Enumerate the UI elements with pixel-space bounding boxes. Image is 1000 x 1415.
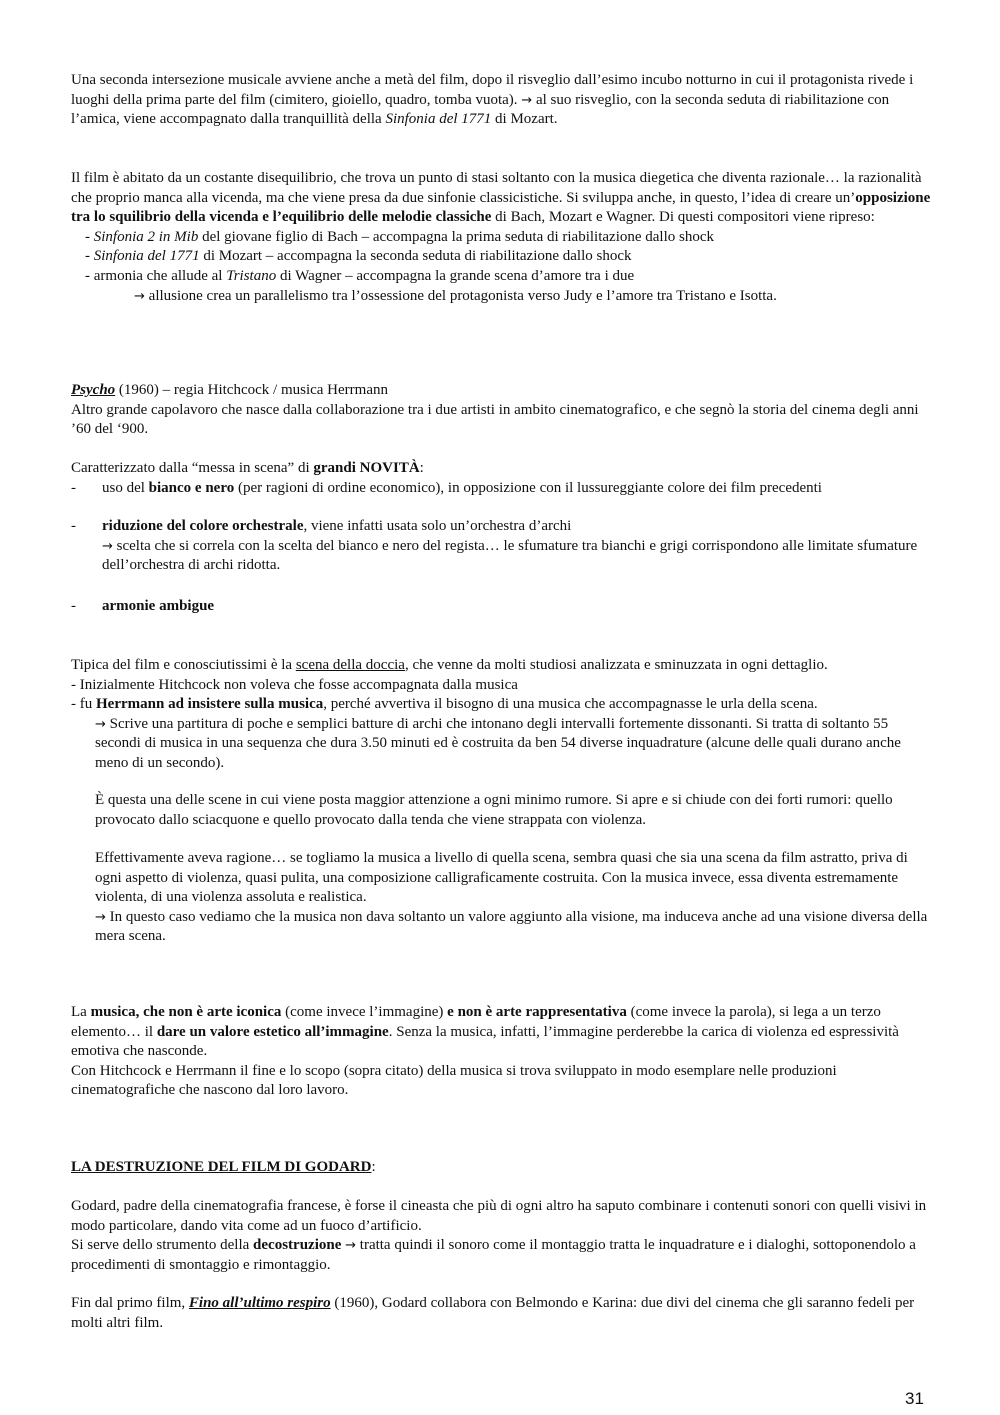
italic-title: Tristano <box>226 267 277 284</box>
bold-text: musica, che non è arte iconica <box>90 1004 282 1020</box>
bold-text: bianco e nero <box>148 480 235 496</box>
bold-text: opposizione tra lo squilibrio della vicenda e l’equilibrio delle melodie classiche <box>71 189 931 226</box>
list-item: - Sinfonia del 1771 di Mozart – accompagna la seconda seduta di riabilitazione dallo shock <box>85 248 632 265</box>
section-subtitle: (1960) – regia Hitchcock / musica Herrmann <box>115 382 388 398</box>
text: Il film è abitato da un costante disequilibrio, che trova un punto di stasi soltanto con la musica diegetica che diventa razionale… la razionalità che proprio manca alla vicenda, ma che viene presa da due sinfonie classicistiche. Si sviluppa anche, in questo, l’idea di creare un’ <box>71 170 922 206</box>
bullet-dash: - <box>71 598 76 614</box>
arrow-right-icon: → <box>134 288 145 304</box>
paragraph-without-music: Effettivamente aveva ragione… se togliamo la musica a livello di quella scena, sembra quasi che sia una scena da film astratto, priva di ogni aspetto di violenza, quasi pulita, una composizione calligraficamente costruita. Con la musica invece, essa diventa estremamente violenta, di una violenza assoluta e realistica. → In questo caso vediamo che la musica non dava soltanto un valore aggiunto alla visione, ma induceva anche ad una visione diversa della mera scena. <box>71 849 933 947</box>
paragraph-shower-scene: Tipica del film e conosciutissimi è la scena della doccia, che venne da molti studiosi analizzata e sminuzzata in ogni dettaglio. - Inizialmente Hitchcock non voleva che fosse accompagnata dalla musica - fu Herrmann ad insistere sulla musica, perché avvertiva il bisogno di una musica che accompagnasse le urla della scena. → Scrive una partitura di poche e semplici batture di archi che intonano degli intervalli fortemente dissonanti. Si tratta di soltanto 55 secondi di musica in una sequenza che dura 3.50 minuti ed è costruita da ben 54 diverse inquadrature (alcune delle quali durano anche meno di un secondo). <box>71 656 933 774</box>
paragraph: Godard, padre della cinematografia francese, è forse il cineasta che più di ogni altro ha saputo combinare i contenuti sonori con quelli visivi in modo particolare, dando vita come ad un fuoco d’artificio. <box>71 1198 927 1234</box>
arrow-right-icon: → <box>345 1238 357 1254</box>
arrow-note: → allusione crea un parallelismo tra l’ossessione del protagonista verso Judy e l’amore tra Tristano e Isotta. <box>134 287 777 304</box>
paragraph: Con Hitchcock e Herrmann il fine e lo scopo (sopra citato) della musica si trova sviluppato in modo esemplare nelle produzioni cinematografiche che nascono dal loro lavoro. <box>71 1062 837 1099</box>
bold-text: Herrmann ad insistere sulla musica <box>96 696 324 713</box>
section-title: Psycho <box>71 382 116 398</box>
italic-title: Sinfonia del 1771 <box>385 111 492 128</box>
film-title: Fino all’ultimo respiro <box>188 1295 331 1311</box>
text: di Mozart. <box>491 111 558 128</box>
underlined-text: scena della doccia <box>295 657 405 673</box>
paragraph-disequilibrium <box>71 169 933 306</box>
list-item: - Inizialmente Hitchcock non voleva che fosse accompagnata dalla musica <box>71 676 518 693</box>
paragraph-noise: È questa una delle scene in cui viene posta maggior attenzione a ogni minimo rumore. Si apre e si chiude con dei forti rumori: quello provocato dallo sciacquone e quello provocato dalla tenda che viene strappata con violenza. <box>95 792 893 828</box>
text: di Bach, Mozart e Wagner. Di questi compositori viene ripreso: <box>491 209 875 226</box>
page-number: 31 <box>905 1389 924 1408</box>
section-godard-heading: LA DESTRUZIONE DEL FILM DI GODARD: <box>71 1159 376 1175</box>
section-psycho <box>71 381 933 440</box>
italic-title: Sinfonia 2 in Mib <box>93 228 199 245</box>
arrow-right-icon: → <box>95 909 106 925</box>
bold-text: riduzione del colore orchestrale <box>102 518 304 534</box>
italic-title: Sinfonia del 1771 <box>93 248 200 265</box>
bold-text: armonie ambigue <box>102 598 215 614</box>
list-item: uso del bianco e nero (per ragioni di ordine economico), in opposizione con il lussureggiante colore dei film precedenti <box>102 480 822 496</box>
text: Una seconda intersezione musicale avviene anche a metà del film, dopo il risveglio dall’esimo incubo notturno in cui il protagonista rivede i luoghi della prima parte del film (cimitero, gioiello, quadro, tomba vuota). <box>71 72 914 108</box>
paragraph: Altro grande capolavoro che nasce dalla collaborazione tra i due artisti in ambito cinematografico, e che segnò la storia del cinema degli anni ’60 del ‘900. <box>71 401 919 438</box>
paragraph-godard <box>71 1197 933 1275</box>
text: al suo risveglio, con la seconda seduta di riabilitazione con l’amica, viene accompagnato dalla tranquillità della <box>71 91 890 128</box>
paragraph-vertigo-second-intersection <box>71 71 933 130</box>
arrow-right-icon: → <box>95 716 106 732</box>
paragraph-first-film: Fin dal primo film, Fino all’ultimo respiro (1960), Godard collabora con Belmondo e Karina: due divi del cinema che gli saranno fedeli per molti altri film. <box>71 1295 915 1331</box>
paragraph-music-iconic: La musica, che non è arte iconica (come invece l’immagine) e non è arte rappresentativa (come invece la parola), si lega a un terzo elemento… il dare un valore estetico all’immagine. Senza la musica, infatti, l’immagine perderebbe la carica di violenza ed espressività emotiva che nasconde. Con Hitchcock e Herrmann il fine e lo scopo (sopra citato) della musica si trova sviluppato in modo esemplare nelle produzioni cinematografiche che nascono dal loro lavoro. <box>71 1003 933 1101</box>
bold-text: dare un valore estetico all’immagine <box>156 1023 389 1040</box>
section-heading: LA DESTRUZIONE DEL FILM DI GODARD <box>71 1159 372 1175</box>
list-item: riduzione del colore orchestrale, viene infatti usata solo un’orchestra d’archi → scelta che si correla con la scelta del bianco e nero del regista… le sfumature tra bianchi e grigi corrispondono alle limitate sfumature dell’orchestra di archi ridotta. <box>102 518 918 574</box>
bold-text: decostruzione <box>253 1237 342 1254</box>
bullet-dash: - <box>71 480 76 496</box>
arrow-note: → In questo caso vediamo che la musica non dava soltanto un valore aggiunto alla visione, ma induceva anche ad una visione diversa della mera scena. <box>95 908 928 945</box>
bold-text: e non è arte rappresentativa <box>447 1004 627 1020</box>
list-item: - fu Herrmann ad insistere sulla musica, perché avvertiva il bisogno di una musica che accompagnasse le urla della scena. <box>71 696 818 713</box>
arrow-right-icon: → <box>102 538 113 554</box>
arrow-right-icon: → <box>521 92 533 108</box>
paragraph-novita: Caratterizzato dalla “messa in scena” di grandi NOVITÀ: <box>71 460 424 476</box>
list-item: - Sinfonia 2 in Mib del giovane figlio di Bach – accompagna la prima seduta di riabilitazione dallo shock <box>85 228 715 245</box>
arrow-note: → Scrive una partitura di poche e semplici batture di archi che intonano degli intervalli fortemente dissonanti. Si tratta di soltanto 55 secondi di musica in una sequenza che dura 3.50 minuti ed è costruita da ben 54 diverse inquadrature (alcune delle quali durano anche meno di un secondo). <box>95 715 901 771</box>
list-item: - armonia che allude al Tristano di Wagner – accompagna la grande scena d’amore tra i due <box>85 267 635 284</box>
bullet-dash: - <box>71 518 76 534</box>
list-item <box>102 597 932 617</box>
bold-text: grandi NOVITÀ <box>313 460 420 476</box>
paragraph: Si serve dello strumento della decostruzione → tratta quindi il sonoro come il montaggio tratta le inquadrature e i dialoghi, sottoponendolo a procedimenti di smontaggio e rimontaggio. <box>71 1237 916 1273</box>
